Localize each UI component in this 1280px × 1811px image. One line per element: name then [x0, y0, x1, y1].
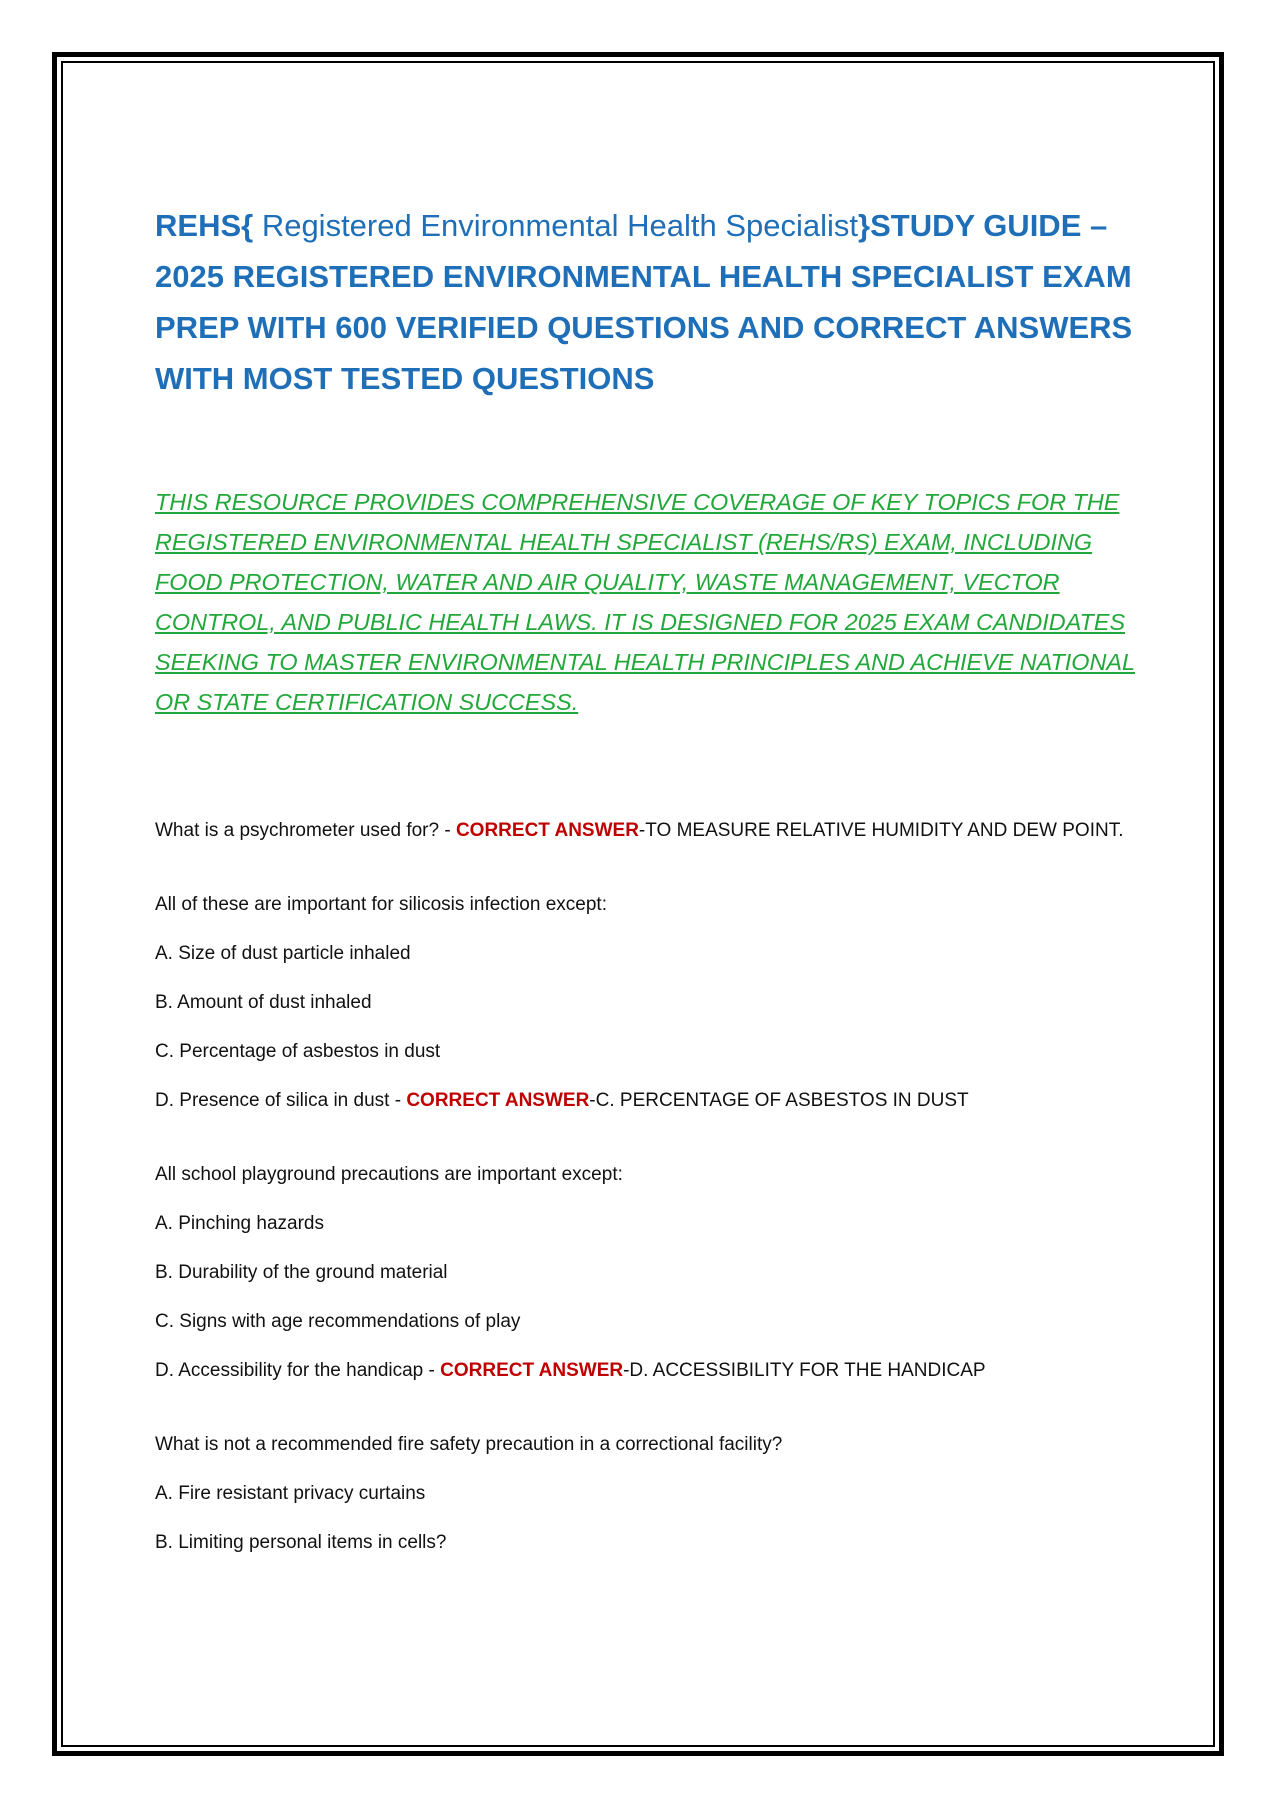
question-block: [155, 1160, 1145, 1386]
option-d: D. Presence of silica in dust -: [155, 1090, 407, 1111]
option-b: B. Amount of dust inhaled: [155, 992, 372, 1013]
question-block: [155, 816, 1145, 846]
option-c: C. Percentage of asbestos in dust: [155, 1041, 441, 1062]
option-a: A. Fire resistant privacy curtains: [155, 1483, 426, 1504]
option-a: A. Size of dust particle inhaled: [155, 943, 411, 964]
answer-text: -C. PERCENTAGE OF ASBESTOS IN DUST: [589, 1090, 969, 1111]
question-line: [155, 816, 1145, 846]
question-text: What is not a recommended fire safety precaution in a correctional facility?: [155, 1434, 783, 1455]
option-d-line: [155, 1356, 1145, 1386]
correct-answer-label: CORRECT ANSWER: [406, 1090, 590, 1111]
title-rest: }STUDY GUIDE – 2025 REGISTERED ENVIRONMENTAL HEALTH SPECIALIST EXAM PREP WITH 600 VERIFIED QUESTIONS AND CORRECT ANSWERS WITH MOST TESTED QUESTIONS: [155, 208, 1133, 396]
option-d-line: [155, 1086, 1145, 1116]
option-b: B. Limiting personal items in cells?: [155, 1532, 447, 1553]
correct-answer-label: CORRECT ANSWER: [440, 1360, 624, 1381]
option-a: A. Pinching hazards: [155, 1213, 324, 1234]
intro-paragraph: THIS RESOURCE PROVIDES COMPREHENSIVE COVERAGE OF KEY TOPICS FOR THE REGISTERED ENVIRONMENTAL HEALTH SPECIALIST (REHS/RS) EXAM, INCLUDING FOOD PROTECTION, WATER AND AIR QUALITY, WASTE MANAGEMENT, VECTOR CONTROL, AND PUBLIC HEALTH LAWS. IT IS DESIGNED FOR 2025 EXAM CANDIDATES SEEKING TO MASTER ENVIRONMENTAL HEALTH PRINCIPLES AND ACHIEVE NATIONAL OR STATE CERTIFICATION SUCCESS.: [155, 489, 1136, 715]
option-c: C. Signs with age recommendations of play: [155, 1311, 521, 1332]
option-d: D. Accessibility for the handicap -: [155, 1360, 441, 1381]
question-text: All school playground precautions are important except:: [155, 1164, 623, 1185]
question-text: All of these are important for silicosis infection except:: [155, 894, 607, 915]
answer-text: -D. ACCESSIBILITY FOR THE HANDICAP: [623, 1360, 986, 1381]
correct-answer-label: CORRECT ANSWER: [455, 820, 639, 841]
answer-text: -TO MEASURE RELATIVE HUMIDITY AND DEW POINT.: [638, 820, 1124, 841]
option-b: B. Durability of the ground material: [155, 1262, 448, 1283]
title-middle: Registered Environmental Health Specialist: [253, 208, 859, 243]
title-prefix: REHS{: [155, 208, 254, 243]
question-block: [155, 1430, 1145, 1558]
document-title: [155, 200, 1145, 404]
document-body: [155, 200, 1145, 1558]
question-text: What is a psychrometer used for? -: [155, 820, 456, 841]
question-block: [155, 890, 1145, 1116]
